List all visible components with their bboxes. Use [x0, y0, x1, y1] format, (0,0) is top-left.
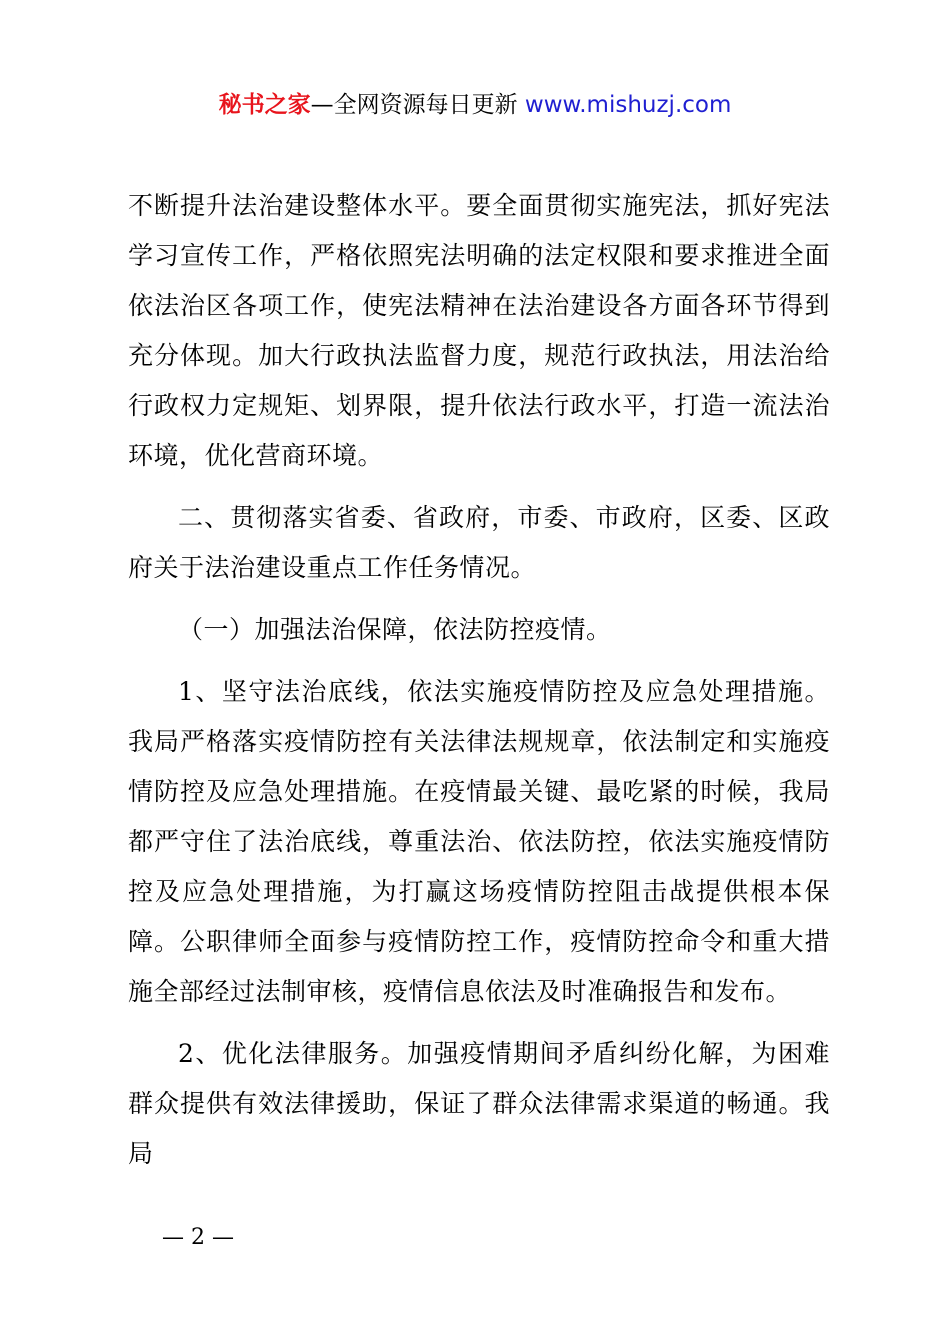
- paragraph-rule-of-law-level: 不断提升法治建设整体水平。要全面贯彻实施宪法，抓好宪法学习宣传工作，严格依照宪法明确的法定权限和要求推进全面依法治区各项工作，使宪法精神在法治建设各方面各环节得到充分体现。加大行政执法监督力度，规范行政执法，用法治给行政权力定规矩、划界限，提升依法行政水平，打造一流法治环境，优化营商环境。: [128, 191, 830, 470]
- page-number: — 2 —: [162, 1225, 234, 1250]
- item-text: 、坚守法治底线，依法实施疫情防控及应急处理措施。我局严格落实疫情防控有关法律法规规章，依法制定和实施疫情防控及应急处理措施。在疫情最关键、最吃紧的时候，我局都严守住了法治底线，尊重法治、依法防控，依法实施疫情防控及应急处理措施，为打赢这场疫情防控阻击战提供根本保障。公职律师全面参与疫情防控工作，疫情防控命令和重大措施全部经过法制审核，疫情信息依法及时准确报告和发布。: [128, 677, 830, 1006]
- paragraph-item-1: [128, 667, 830, 1017]
- brand-name: 秘书之家: [218, 92, 311, 118]
- section-heading-two: 二、贯彻落实省委、省政府，市委、市政府，区委、区政府关于法治建设重点工作任务情况。: [128, 503, 830, 582]
- paragraph-item-2: [128, 1029, 830, 1179]
- banner-slogan: —全网资源每日更新: [310, 92, 525, 118]
- item-text: 、优化法律服务。加强疫情期间矛盾纠纷化解，为困难群众提供有效法律援助，保证了群众法律需求渠道的畅通。我局: [128, 1039, 830, 1168]
- subsection-heading-one: （一）加强法治保障，依法防控疫情。: [178, 615, 612, 644]
- site-banner: [0, 88, 950, 122]
- item-number: 2: [178, 1039, 195, 1068]
- item-number: 1: [178, 677, 195, 706]
- website-url[interactable]: www.mishuzj.com: [524, 92, 732, 118]
